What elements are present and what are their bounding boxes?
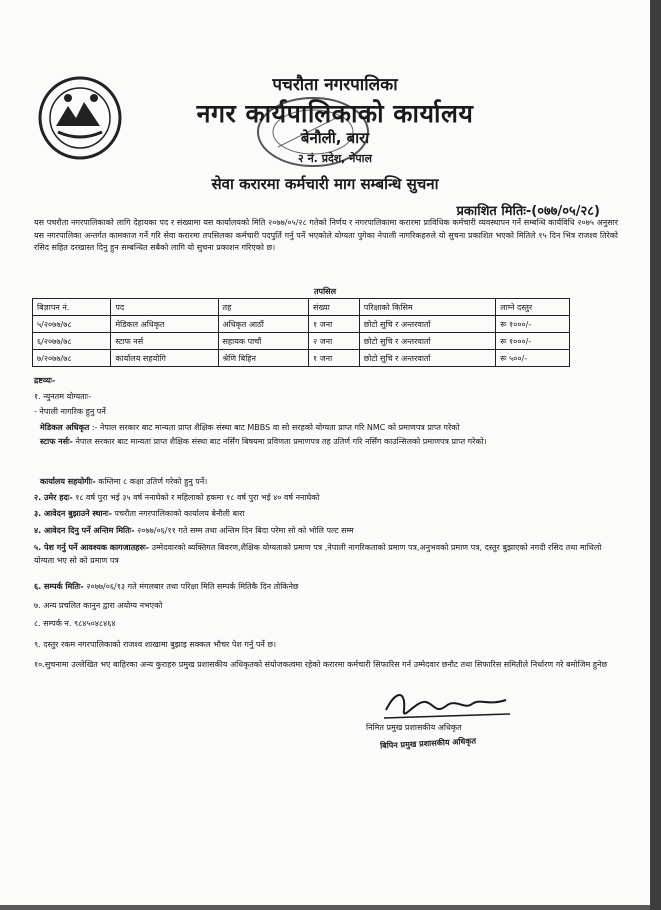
table-cell: सहायक पाचौं	[218, 333, 309, 350]
text: कम्तिमा ८ कक्षा उतिर्ण गरेको हुनु पर्ने।	[95, 477, 208, 486]
municipality-name: पचरौता नगरपालिका	[272, 75, 398, 95]
required-documents	[34, 541, 622, 567]
label: ५. पेश गर्नु पर्ने आवश्यक कागजातहरुः-	[34, 543, 150, 552]
text: ९८४५०४८४६४	[73, 619, 116, 628]
notes-heading: द्रष्टव्यः-	[34, 376, 56, 385]
label: मेडिकल अधिकृत	[40, 423, 90, 432]
table-row	[33, 316, 570, 333]
citizenship-requirement: - नेपाली नागरिक हुनु पर्ने	[34, 407, 106, 416]
label: ३. आवेदन बुझाउने स्थानः-	[34, 509, 112, 518]
province-line: २ नं. प्रदेश, नेपाल	[298, 152, 372, 165]
text: पचरौता नगरपालिकाको कार्यालय बेनौली बारा	[111, 509, 245, 518]
application-deadline	[34, 524, 624, 538]
column-header: पद	[111, 299, 218, 316]
table-cell: श्रेणि बिहिन	[218, 350, 309, 367]
staff-nurse-qualification	[40, 435, 625, 448]
table-cell: ७/२०७७/७८	[33, 350, 111, 367]
label: स्टाफ नर्सः-	[40, 437, 73, 446]
submission-place	[34, 507, 624, 521]
handwritten-signature-icon	[376, 680, 516, 728]
medical-officer-qualification	[40, 421, 625, 434]
notice-intro: यस पचरौता नगरपालिकाको लागि देहायका पद र संख्यामा यस कार्यालयको मिति २०७७/०५/२८ गतेको निर्णय र नगरपालिकामा करारमा प्राविधिक कर्मचारी व्यवस्थापन गर्ने सम्बन्धि कार्यविधि २०७५ अनुसार यस नगरपालिका अन्तर्गत कामकाज गर्ने गरि सेवा करारमा तपसिलका कर्मचारी पदपुर्ति गर्नु पर्ने भएकोले योग्यता पुगेका नेपाली नागरिकहरुले यो सुचना प्रकाशित भएको मितिले १५ दिन भित्र राजश्व तिरेको रसिद सहित दरखास्त दिनु हुन सम्बन्धित सबैको लागि यो सुचना प्रकाशन गरिएको छ।	[34, 218, 618, 252]
table-cell: स्टाफ नर्स	[111, 333, 218, 350]
contact-date	[34, 580, 624, 594]
vacancy-table	[32, 298, 570, 367]
scan-edge	[650, 0, 661, 910]
column-header: तह	[218, 299, 309, 316]
column-header: संख्या	[309, 299, 360, 316]
table-row	[33, 333, 570, 350]
table-cell: कार्यालय सहयोगि	[111, 350, 218, 367]
table-header-row	[33, 299, 570, 316]
signatory-stamp: बिपिन प्रमुख प्रशासकीय अधिकृत	[379, 736, 477, 751]
contact-number	[34, 617, 624, 631]
column-header: बिज्ञापन नं.	[33, 299, 111, 316]
text: :- नेपाल सरकार बाट मान्यता प्राप्त शैक्षिक संस्था बाट MBBS वा सो सरहको योग्यता प्राप्त गरि NMC को प्रमाणपत्र प्राप्त गरेको	[89, 423, 460, 432]
office-helper-qualification	[40, 475, 630, 489]
fee-payment-note: ९. दस्तुर रकम नगरपालिकाको राजश्व शाखामा बुझाइ सक्कल भौचर पेश गर्नु पर्ने छ।	[34, 640, 277, 649]
table-cell: ५/२०७७/७८	[33, 316, 111, 333]
text: उम्मेदवारको ब्यक्तिगत बिवरण,शैक्षिक योग्यताको प्रमाण पत्र ,नेपाली नागरिकताको प्रमाण पत्र,अनुभवको प्रमाण पत्र, दस्तुर बुझाएको नगदी रसिद तथा माथिलो योग्यता भए सो को प्रमाण पत्र	[34, 543, 602, 565]
notice-title: सेवा करारमा कर्मचारी माग सम्बन्धि सुचना	[211, 175, 439, 193]
disqualification-note: ७. अन्य प्रचलित कानुन द्वारा अयोग्य नभएको	[34, 601, 163, 610]
table-row	[33, 350, 570, 367]
label: कार्यालय सहयोगीः-	[40, 477, 96, 486]
label: ६. सम्पर्क मितिः-	[34, 582, 84, 591]
table-cell: १ जना	[309, 350, 360, 367]
table-cell: अधिकृत आठौं	[218, 316, 309, 333]
text: २०७७/०६/१३ गते मंगलबार तथा परिक्षा मिति सम्पर्क मितिकै दिन तोकिनेछ	[83, 582, 299, 591]
min-qualification-heading: १. न्युनतम योग्यताः-	[34, 392, 92, 401]
office-name: नगर कार्यपालिकाको कार्यालय	[196, 99, 474, 128]
table-caption: तपसिल	[313, 287, 336, 296]
office-location: बेनौली, बारा	[300, 129, 370, 147]
table-cell: छोटो सुचि र अन्तरवार्ता	[359, 316, 496, 333]
text: २०७७/०६/११ गते सम्म तथा अन्तिम दिन बिदा परेमा सो को भोलि पल्ट सम्म	[134, 526, 354, 535]
committee-note: १०.सुचनामा उल्लेखित भए बाहिरका अन्य कुराहरु प्रमुख प्रशासकीय अधिकृतको संयोजकत्वमा रहेको करारमा कर्मचारी सिफारिस गर्न उम्मेदवार छनौट तथा सिफारिस समितीले निर्धारण गरे बमोजिम हुनेछ	[34, 660, 608, 669]
table-cell: रू ५००/-	[496, 350, 570, 367]
table-cell: रू १०००/-	[496, 316, 570, 333]
signatory-title: निमित प्रमुख प्रशासकीय अधिकृत	[366, 723, 462, 732]
label: २. उमेर हदः-	[34, 493, 73, 502]
label: ८. सम्पर्क न.	[34, 619, 74, 628]
column-header: परिक्षाको किसिम	[359, 299, 496, 316]
table-cell: रू १०००/-	[496, 333, 570, 350]
publish-date: प्रकाशित मितिः-(०७७/०५/२८)	[456, 204, 600, 219]
table-cell: मेडिकल अधिकृत	[111, 316, 218, 333]
table-cell: २ जना	[309, 333, 360, 350]
label: ४. आवेदन दिनु पर्ने अन्तिम मितिः-	[34, 526, 135, 535]
table-cell: ६/२०७७/७८	[33, 333, 111, 350]
table-cell: छोटो सुचि र अन्तरवार्ता	[359, 333, 496, 350]
table-cell: १ जना	[309, 316, 360, 333]
age-limit	[34, 491, 624, 505]
text: १८ वर्ष पुरा भई ३५ वर्ष ननाघेको र महिलाको हकमा १८ वर्ष पुरा भई ४० वर्ष ननाघेको	[72, 493, 320, 502]
text: नेपाल सरकार बाट मान्यता प्राप्त शैक्षिक संस्था बाट नर्सिंग बिषयमा प्रविणता प्रमाणपत्र तह उतिर्ण गरि नर्सिंग काउन्सिलको प्रमाणपत्र प्राप्त गरेको।	[72, 437, 487, 446]
table-cell: छोटो सुचि र अन्तरवार्ता	[359, 350, 496, 367]
column-header: लाग्ने दस्तुर	[496, 299, 570, 316]
